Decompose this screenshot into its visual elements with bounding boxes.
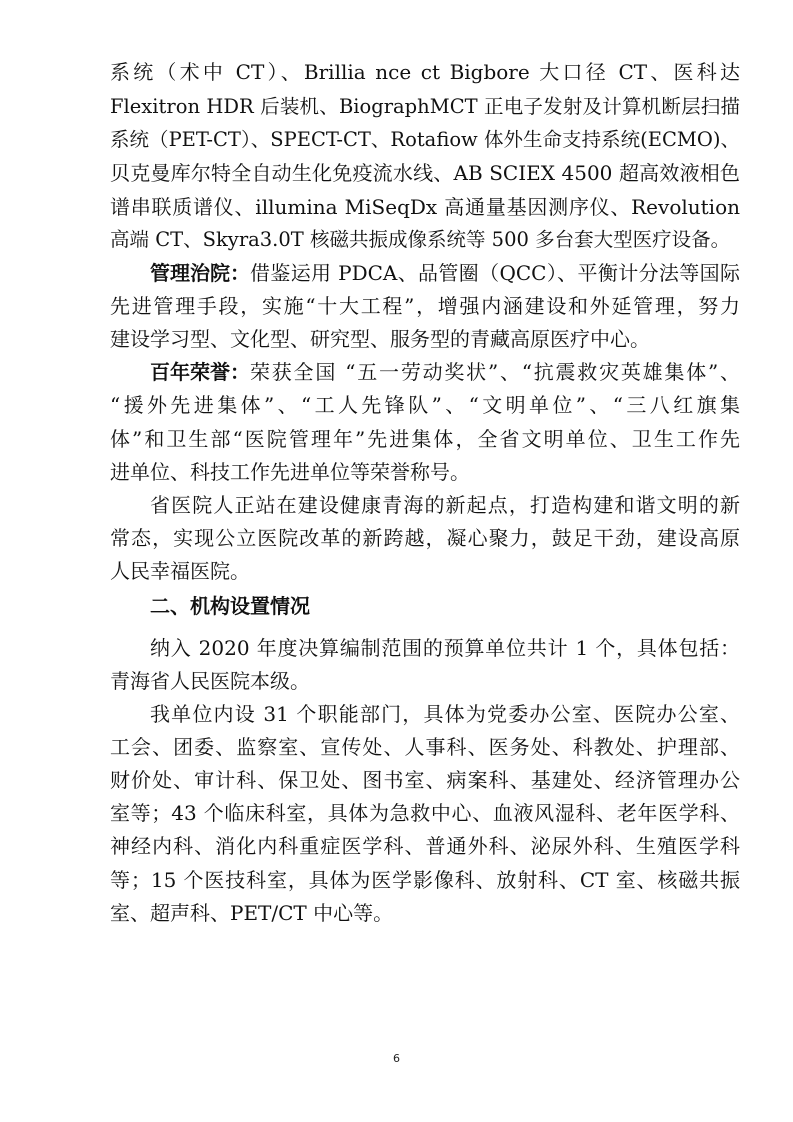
equipment-line: 谱串联质谱仪、illumina MiSeqDx 高通量基因测序仪、Revolution	[110, 195, 740, 219]
honors-line: 进单位、科技工作先进单位等荣誉称号。	[110, 460, 470, 484]
departments-line: 等；15 个医技科室，具体为医学影像科、放射科、CT 室、核磁共振	[110, 868, 740, 892]
management-first-line	[150, 259, 740, 287]
equipment-line: 系统（术中 CT）、Brillia nce ct Bigbore 大口径 CT、医科达	[110, 60, 740, 84]
equipment-line: Flexitron HDR 后装机、BiographMCT 正电子发射及计算机断层扫描	[110, 95, 740, 118]
departments-line: 室、超声科、PET/CT 中心等。	[110, 901, 394, 925]
management-line: 建设学习型、文化型、研究型、服务型的青藏高原医疗中心。	[110, 327, 650, 351]
honors-label: 百年荣誉：	[150, 360, 250, 384]
summary-line: 省医院人正站在建设健康青海的新起点，打造构建和谐文明的新	[150, 493, 740, 517]
equipment-line: 高端 CT、Skyra3.0T 核磁共振成像系统等 500 多台套大型医疗设备。	[110, 228, 731, 251]
honors-line: 体”和卫生部“医院管理年”先进集体，全省文明单位、卫生工作先	[110, 427, 740, 451]
management-label: 管理治院：	[150, 261, 250, 285]
honors-line: “援外先进集体”、“工人先锋队”、“文明单位”、“三八红旗集	[110, 393, 740, 417]
summary-line: 常态，实现公立医院改革的新跨越，凝心聚力，鼓足干劲，建设高原	[110, 526, 740, 550]
departments-line: 我单位内设 31 个职能部门，具体为党委办公室、医院办公室、	[150, 702, 740, 726]
summary-line: 人民幸福医院。	[110, 559, 250, 583]
departments-line: 财价处、审计科、保卫处、图书室、病案科、基建处、经济管理办公	[110, 768, 740, 792]
page-number: 6	[393, 1052, 400, 1065]
section-heading: 二、机构设置情况	[150, 594, 310, 618]
departments-line: 室等；43 个临床科室，具体为急救中心、血液风湿科、老年医学科、	[110, 801, 740, 825]
departments-line: 工会、团委、监察室、宣传处、人事科、医务处、科教处、护理部、	[110, 735, 740, 759]
management-line: 先进管理手段，实施“十大工程”，增强内涵建设和外延管理，努力	[110, 294, 740, 318]
equipment-line: 贝克曼库尔特全自动生化免疫流水线、AB SCIEX 4500 超高效液相色	[110, 161, 740, 185]
management-line: 借鉴运用 PDCA、品管圈（QCC）、平衡计分法等国际	[250, 261, 740, 285]
departments-line: 神经内科、消化内科重症医学科、普通外科、泌尿外科、生殖医学科	[110, 834, 740, 858]
scope-line: 纳入 2020 年度决算编制范围的预算单位共计 1 个，具体包括：	[150, 636, 740, 660]
equipment-line: 系统（PET-CT）、SPECT-CT、Rotafiow 体外生命支持系统(ECMO)、	[110, 128, 740, 151]
honors-first-line	[150, 358, 740, 386]
scope-line: 青海省人民医院本级。	[110, 669, 310, 693]
honors-line: 荣获全国 “五一劳动奖状”、“抗震救灾英雄集体”、	[250, 360, 740, 384]
